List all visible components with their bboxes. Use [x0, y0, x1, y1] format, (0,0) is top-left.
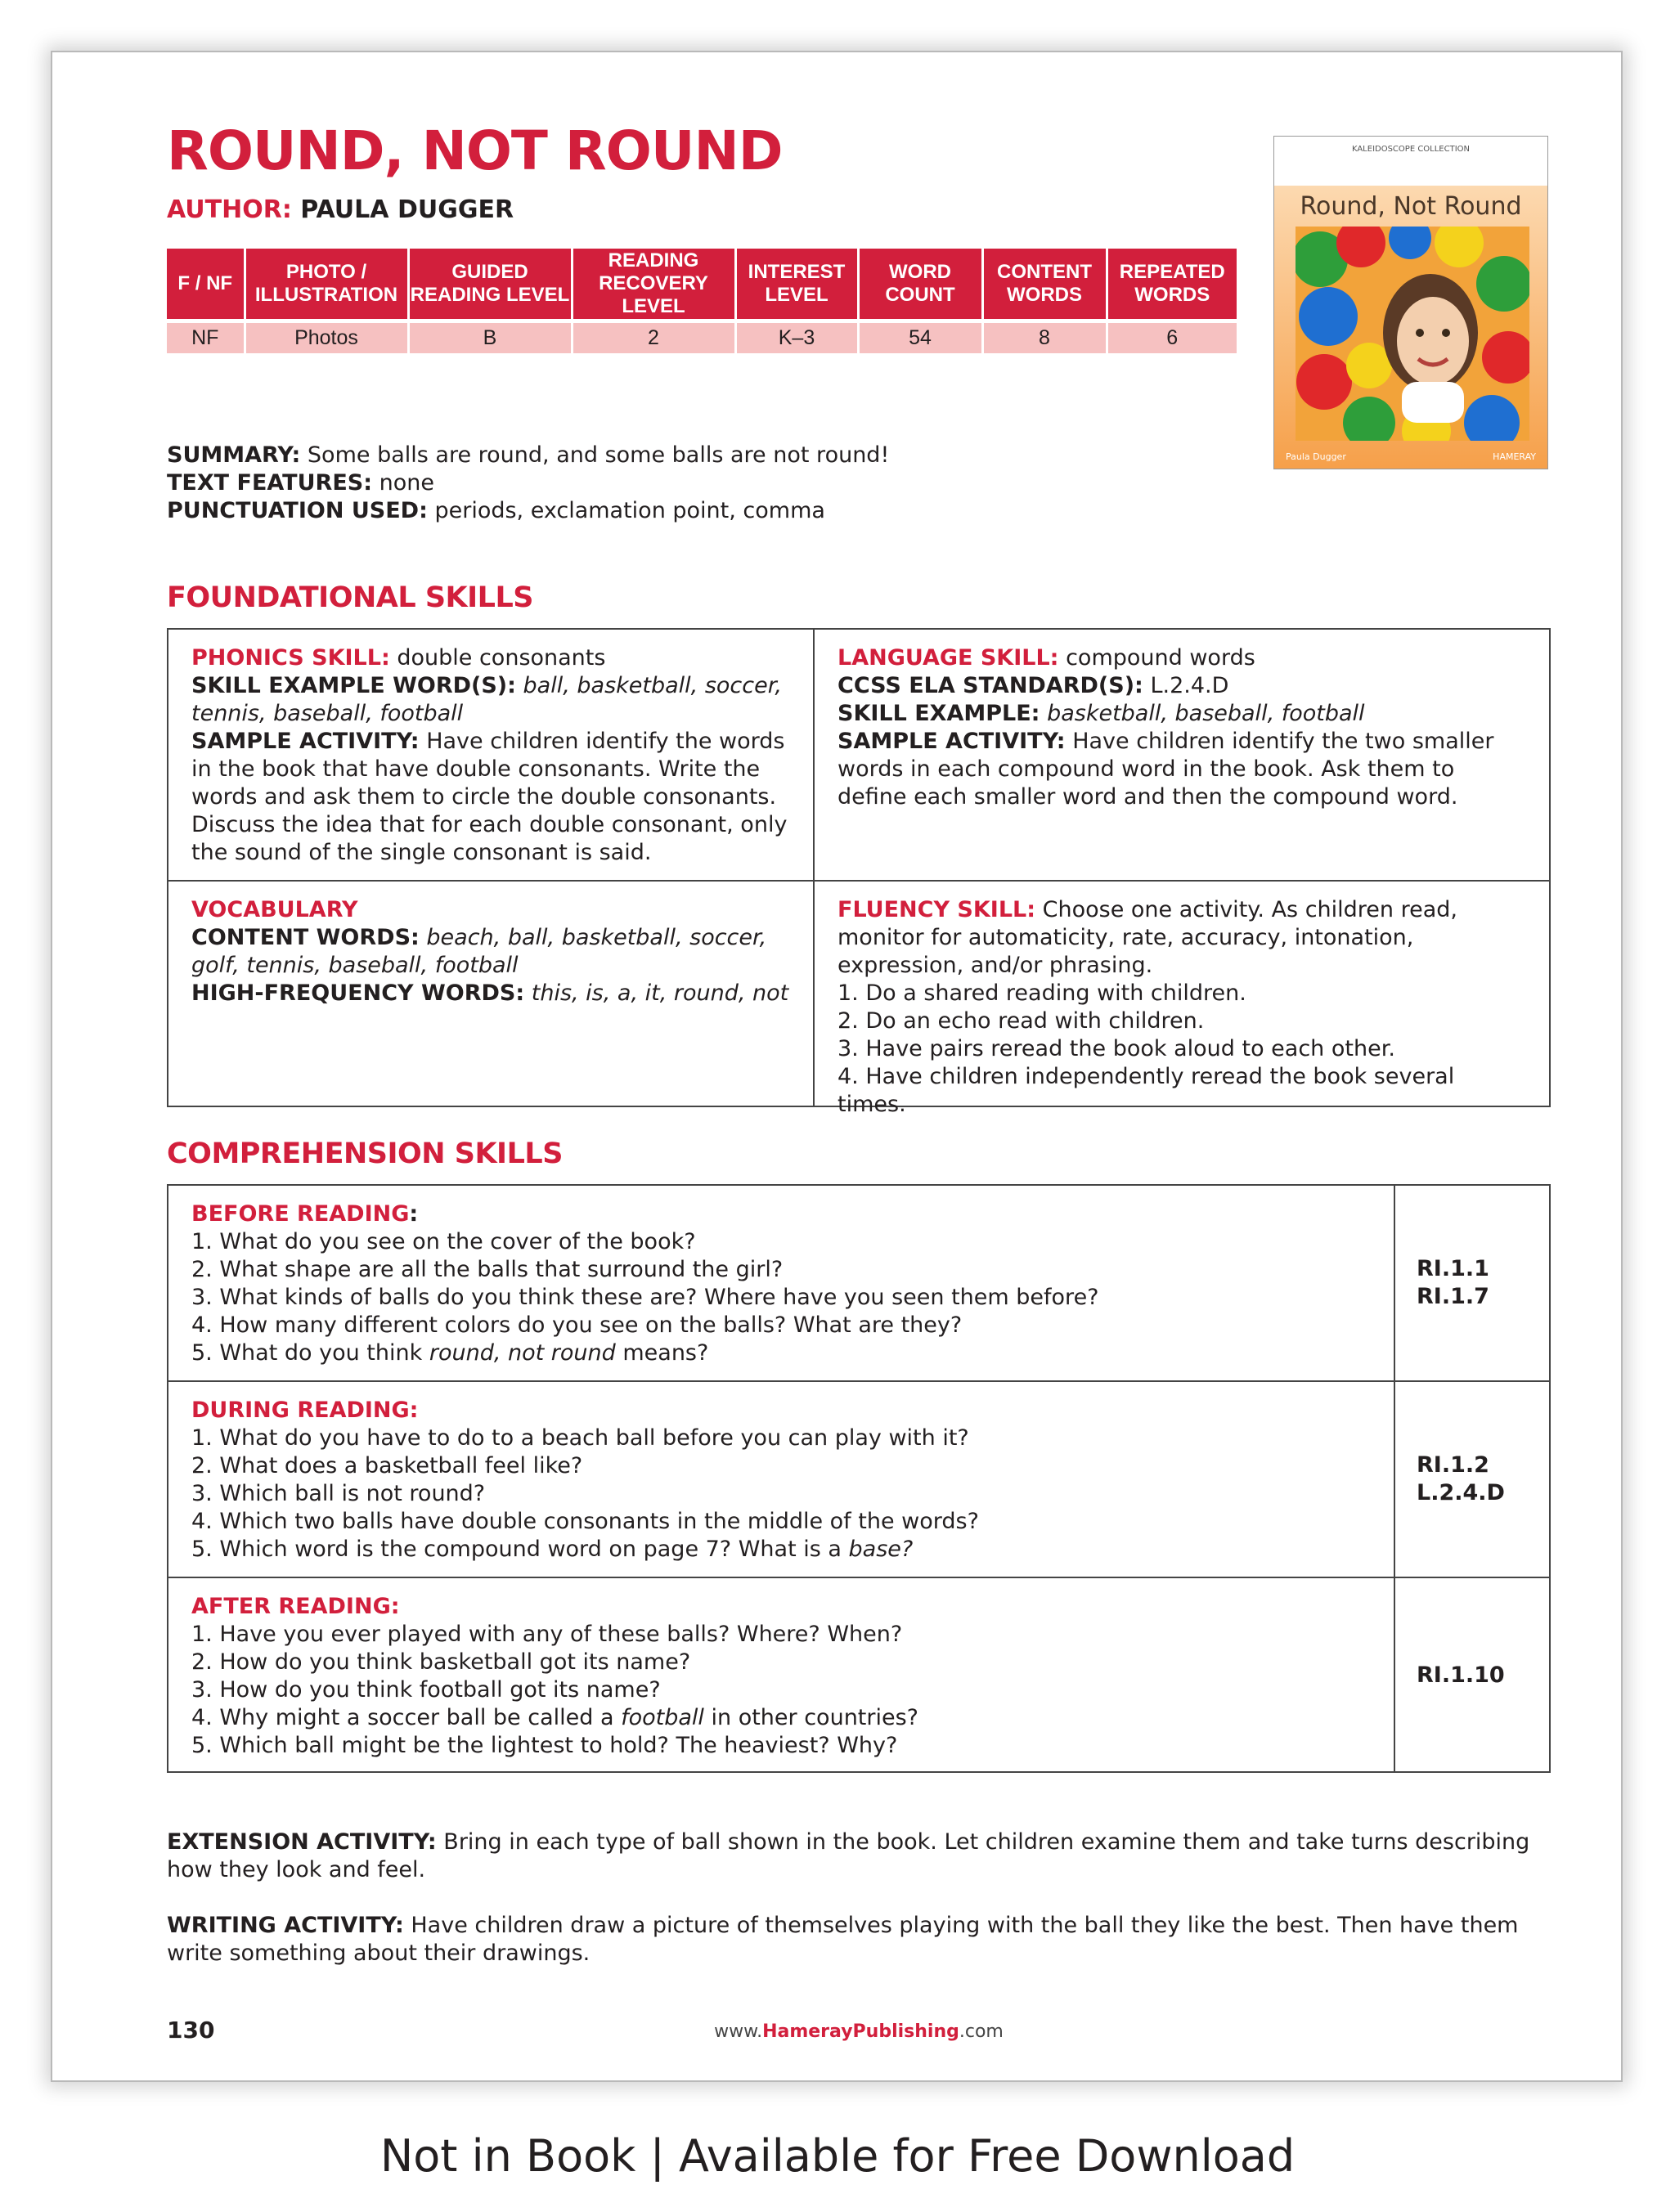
during-reading-questions	[168, 1382, 1394, 1577]
language-example-value: basketball, baseball, football	[1047, 701, 1365, 726]
question-text: 5. What do you think	[191, 1340, 429, 1366]
question: 1. What do you have to do to a beach ball before you can play with it?	[191, 1425, 969, 1451]
foundational-heading: FOUNDATIONAL SKILLS	[167, 581, 533, 614]
after-reading-label: AFTER READING:	[191, 1594, 400, 1619]
fluency-item: 4. Have children independently reread the book several times.	[838, 1064, 1455, 1117]
header-recovery: READING RECOVERY LEVEL	[572, 249, 735, 321]
during-reading-row	[168, 1382, 1549, 1578]
question: 1. Have you ever played with any of these balls? Where? When?	[191, 1622, 903, 1647]
header-guided: GUIDED READING LEVEL	[408, 249, 572, 321]
fluency-label: FLUENCY SKILL:	[838, 897, 1036, 922]
before-standards	[1394, 1186, 1549, 1380]
during-standards	[1394, 1382, 1549, 1577]
before-reading-row	[168, 1186, 1549, 1382]
question: 2. What does a basketball feel like?	[191, 1453, 583, 1478]
punct-label: PUNCTUATION USED:	[167, 498, 428, 523]
question-emphasis: round, not round	[429, 1340, 616, 1366]
extension-text: Bring in each type of ball shown in the book. Let children examine them and take turns describing how they look and feel.	[167, 1829, 1530, 1882]
vocabulary-label: VOCABULARY	[191, 897, 358, 922]
punct-text: periods, exclamation point, comma	[434, 498, 825, 523]
question: 3. What kinds of balls do you think these are? Where have you seen them before?	[191, 1285, 1099, 1310]
question: 4. How many different colors do you see on the balls? What are they?	[191, 1312, 963, 1338]
hf-words-value: this, is, a, it, round, not	[531, 980, 789, 1006]
summary-label: SUMMARY:	[167, 442, 301, 468]
phonics-example-value: ball, basketball, soccer, tennis, baseball, football	[191, 673, 782, 726]
phonics-value: double consonants	[397, 645, 606, 671]
question: 4. Which two balls have double consonants in the middle of the words?	[191, 1509, 979, 1534]
book-title: ROUND, NOT ROUND	[167, 119, 783, 182]
features-text: none	[379, 470, 434, 496]
url-prefix: www.	[714, 2021, 763, 2042]
levels-value-row	[167, 321, 1237, 353]
cover-publisher: HAMERAY	[1493, 451, 1536, 462]
question: 5. Which ball might be the lightest to hold? The heaviest? Why?	[191, 1733, 898, 1758]
writing-label: WRITING ACTIVITY:	[167, 1913, 404, 1938]
language-label: LANGUAGE SKILL:	[838, 645, 1059, 671]
standard-code: RI.1.1	[1417, 1256, 1489, 1281]
after-standards	[1394, 1578, 1549, 1773]
publisher-url[interactable]	[167, 2021, 1551, 2042]
hf-words-label: HIGH-FREQUENCY WORDS:	[191, 980, 525, 1006]
standard-code: RI.1.2	[1417, 1452, 1489, 1478]
value-interest: K–3	[735, 321, 858, 353]
features-label: TEXT FEATURES:	[167, 470, 373, 496]
before-reading-colon: :	[409, 1201, 419, 1227]
question: 3. How do you think football got its name?	[191, 1677, 661, 1703]
language-activity-value: Have children identify the two smaller words in each compound word in the book. Ask them to define each smaller word and then the compound word.	[838, 729, 1494, 810]
url-brand: HamerayPublishing	[762, 2021, 959, 2042]
cover-logo: KALEIDOSCOPE COLLECTION	[1351, 145, 1471, 154]
extension-label: EXTENSION ACTIVITY:	[167, 1829, 437, 1855]
before-reading-questions	[168, 1186, 1394, 1380]
standard-code: L.2.4.D	[1417, 1480, 1505, 1505]
content-words-value: beach, ball, basketball, soccer, golf, tennis, baseball, football	[191, 925, 767, 978]
vocabulary-cell	[168, 882, 815, 1106]
question-emphasis: base?	[848, 1537, 914, 1562]
during-reading-label: DURING READING:	[191, 1398, 419, 1423]
question-text: 5. Which word is the compound word on page 7? What is a	[191, 1537, 849, 1562]
value-wordcount: 54	[858, 321, 982, 353]
header-fnf: F / NF	[167, 249, 245, 321]
fluency-item: 2. Do an echo read with children.	[838, 1008, 1205, 1034]
comprehension-box	[167, 1184, 1551, 1773]
language-cell	[815, 630, 1549, 882]
after-reading-row	[168, 1578, 1549, 1771]
author-name: PAULA DUGGER	[300, 195, 514, 224]
cover-title: Round, Not Round	[1300, 192, 1522, 221]
book-cover-image	[1273, 136, 1548, 469]
value-guided: B	[408, 321, 572, 353]
standard-code: RI.1.7	[1417, 1284, 1489, 1309]
phonics-activity-value: Have children identify the words in the book that have double consonants. Write the words and ask them to circle the double consonants. Discuss the idea that for each double consonant, only the sound of the single consonant is said.	[191, 729, 788, 865]
value-content: 8	[982, 321, 1107, 353]
document-page	[51, 51, 1623, 2082]
language-value: compound words	[1066, 645, 1255, 671]
question-text: 4. Why might a soccer ball be called a	[191, 1705, 622, 1730]
levels-header-row	[167, 249, 1237, 321]
question	[191, 1704, 1372, 1732]
language-activity-label: SAMPLE ACTIVITY:	[838, 729, 1066, 754]
content-words-label: CONTENT WORDS:	[191, 925, 420, 950]
cover-photo	[1296, 227, 1529, 441]
phonics-activity-label: SAMPLE ACTIVITY:	[191, 729, 420, 754]
question: 2. How do you think basketball got its name?	[191, 1649, 691, 1675]
question	[191, 1339, 1372, 1367]
foundational-skills-box	[167, 628, 1551, 1117]
cover-author: Paula Dugger	[1286, 451, 1346, 462]
value-photo: Photos	[245, 321, 408, 353]
before-reading-label: BEFORE READING	[191, 1201, 410, 1227]
question: 3. Which ball is not round?	[191, 1481, 486, 1506]
ccss-label: CCSS ELA STANDARD(S):	[838, 673, 1143, 698]
fluency-item: 1. Do a shared reading with children.	[838, 980, 1246, 1006]
standard-code: RI.1.10	[1417, 1662, 1505, 1688]
value-fnf: NF	[167, 321, 245, 353]
comprehension-heading: COMPREHENSION SKILLS	[167, 1137, 563, 1170]
levels-table	[167, 249, 1237, 353]
value-repeated: 6	[1107, 321, 1237, 353]
summary-text: Some balls are round, and some balls are not round!	[307, 442, 890, 468]
writing-activity	[167, 1912, 1551, 1967]
header-photo: PHOTO / ILLUSTRATION	[245, 249, 408, 321]
question-emphasis: football	[621, 1705, 704, 1730]
writing-text: Have children draw a picture of themselves playing with the ball they like the best. Then have them write something about their drawings.	[167, 1913, 1519, 1966]
fluency-item: 3. Have pairs reread the book aloud to each other.	[838, 1036, 1395, 1061]
value-recovery: 2	[572, 321, 735, 353]
download-notice: Not in Book | Available for Free Download	[379, 2130, 1296, 2182]
author-label: AUTHOR:	[167, 195, 292, 224]
fluency-intro: Choose one activity. As children read, monitor for automaticity, rate, accuracy, intonation, expression, and/or phrasing.	[838, 897, 1457, 978]
phonics-cell	[168, 630, 815, 882]
header-repeated: REPEATED WORDS	[1107, 249, 1237, 321]
language-example-label: SKILL EXAMPLE:	[838, 701, 1040, 726]
author-line	[167, 195, 514, 224]
question-text: in other countries?	[703, 1705, 918, 1730]
fluency-cell	[815, 882, 1549, 1117]
header-interest: INTEREST LEVEL	[735, 249, 858, 321]
question: 2. What shape are all the balls that surround the girl?	[191, 1257, 784, 1282]
extension-activity	[167, 1828, 1551, 1884]
question-text: means?	[615, 1340, 709, 1366]
url-suffix: .com	[959, 2021, 1004, 2042]
header-wordcount: WORD COUNT	[858, 249, 982, 321]
summary-block	[167, 442, 889, 525]
after-reading-questions	[168, 1578, 1394, 1773]
question	[191, 1536, 1372, 1564]
header-content: CONTENT WORDS	[982, 249, 1107, 321]
question: 1. What do you see on the cover of the book?	[191, 1229, 696, 1254]
ccss-value: L.2.4.D	[1150, 673, 1229, 698]
page-number: 130	[167, 2017, 215, 2044]
phonics-example-label: SKILL EXAMPLE WORD(S):	[191, 673, 516, 698]
phonics-label: PHONICS SKILL:	[191, 645, 390, 671]
